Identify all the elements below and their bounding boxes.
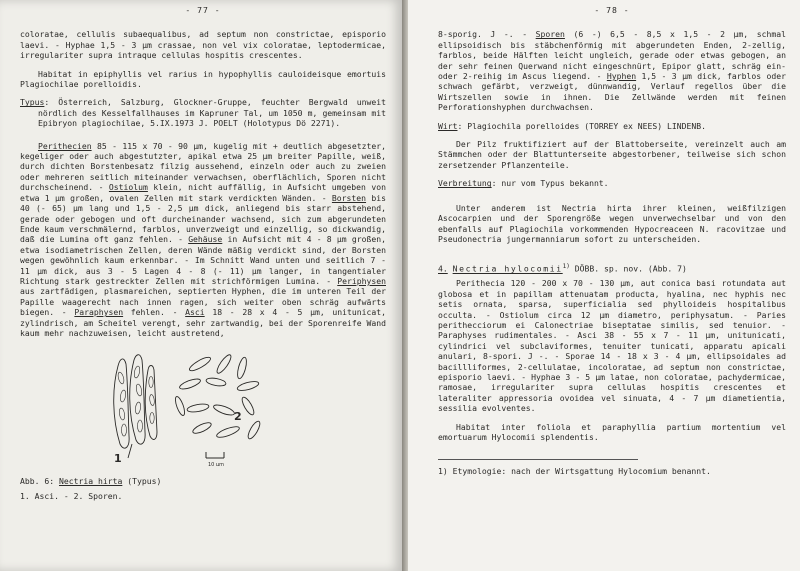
footnote: 1) Etymologie: nach der Wirtsgattung Hylocomium benannt.	[438, 465, 711, 476]
verbreitung-text: : nur vom Typus bekannt.	[491, 178, 609, 189]
wirt-label: Wirt	[438, 120, 458, 131]
asci-and-spores-illustration	[102, 348, 277, 466]
description-paragraph	[20, 141, 386, 339]
intro-paragraph: coloratae, cellulis subaequalibus, ad septum non constrictae, episporio laevi. - Hyphae 1,5 - 3 µm crassae, non vel vix coloratae, leptodermicae, irregulariter supra intraque cellulas hospitis crescentes.	[20, 29, 386, 61]
typus-label: Typus	[20, 97, 45, 108]
latin-diagnosis: Perithecia 120 - 200 x 70 - 130 µm, aut conica basi rotundata aut globosa et in papillam attenuatam producta, hyalina, nec hyphis nec setis ornata, sparsa, superficialia sed phylloideis hospitalibus occulta. - Ostiolum circa 12 µm diametro, periphysatum. - Paries perithecciorum ei Calonectriae biseptatae similis, sed tenuior. - Paraphyses rudimentales. - Asci 38 - 55 x 7 - 11 µm, unitunicati, cylindrici vel subclaviformes, tenuiter tunicati, apparatu apicali anulari, 8-spori. J -. - Sporae 14 - 18 x 3 - 4 µm, ellipsoidales ad bacillliformes, 2-cellulatae, incoloratae, ad septum non constrictae, episporio laevi. - Hyphae 3 - 5 µm latae, non coloratae, pachydermicae, ramosae, irregulariter supra cellulas hospitis crescentes et lateraliter appressoria ovoidea vel sinuata, 4 - 7 µm diametientia, sessilia evolventes.	[438, 278, 786, 414]
page-number-78: - 78 -	[594, 5, 630, 15]
borsten-text: bis 40 (- 65) µm lang und 1,5 - 2,5 µm dick, anliegend bis starr abstehend, gerade oder gebogen und oft durcheinander wachsend, sich zum abgerundeten Ende kaum verschmälernd, farblos, unverzweigt und einzellig, so dickwandig, daß die Lumina oft ganz fehlen. -	[20, 192, 386, 245]
caption-species: Nectria hirta	[58, 476, 123, 487]
paraphysen-label: Paraphysen	[74, 307, 124, 318]
ascus-1	[114, 359, 129, 448]
figure-label-1: 1	[114, 452, 122, 466]
page-number-77: - 77 -	[185, 5, 221, 15]
caption-suffix: (Typus)	[122, 476, 162, 487]
footnote-rule	[438, 459, 638, 460]
periphysen-label: Periphysen	[337, 275, 386, 286]
habitat-paragraph: Habitat in epiphyllis vel rarius in hypophyllis cauloideisque emortuis Plagiochilae porelloidis.	[20, 68, 386, 90]
gehaeuse-label: Gehäuse	[188, 234, 223, 245]
caption-title	[20, 476, 386, 486]
sporen-prefix: 8-sporig. J -. -	[438, 29, 536, 40]
caption-legend: 1. Asci. - 2. Sporen.	[20, 490, 123, 501]
verbreitung-line	[438, 178, 786, 188]
paraphysen-text: fehlen. -	[123, 307, 186, 318]
periphysen-text: aus zartfädigen, plasmareichen, septierten Hyphen, die im unteren Teil der Papille waagerecht nach innen ragen, sich weiter oben schräg aufwärts biegen. -	[20, 286, 386, 318]
borsten-label: Borsten	[331, 192, 367, 203]
ostiolum-text: klein, nicht auffällig, in Aufsicht umgeben von etwa 1 µm großen, ovalen Zellen mit stark verdickten Wänden. -	[20, 182, 386, 203]
asci-label: Asci	[185, 307, 205, 318]
heading-species: Nectria hylocomii	[452, 264, 563, 274]
figure-6-drawing	[102, 348, 277, 466]
wirt-text: : Plagiochila porelloides (TORREY ex NEES) LINDENB.	[457, 120, 707, 131]
wirt-paragraph: Der Pilz fruktifiziert auf der Blattoberseite, vereinzelt auch am Stämmchen oder der Blattunterseite abgestorbener, teilweise sich schon zersetzender Pflanzenteile.	[438, 139, 786, 170]
sporen-text: (6 -) 6,5 - 8,5 x 1,5 - 2 µm, schmal ellipsoidisch bis stäbchenförmig mit abgerundeten Enden, 2-zellig, farblos, beide Hälften leicht ungleich, gerade oder etwas gebogen, an der sehr feinen Querwand nicht eingeschnürt, Epipor glatt, schräg ein- oder 2-reihig im Ascus liegend. -	[438, 29, 786, 82]
hyphen-label: Hyphen	[606, 71, 637, 82]
latin-habitat: Habitat inter foliola et paraphyllia partium mortentium vel emortuarum Hylocomii splendentis.	[438, 421, 786, 443]
ascus-2	[130, 355, 145, 444]
verbreitung-label: Verbreitung	[438, 178, 492, 189]
discussion-paragraph: Unter anderem ist Nectria hirta ihrer kleinen, weißfilzigen Ascocarpien und der Sporengröße wegen unverwechselbar und von den ebenfalls auf Plagiochila vorkommenden Hypocreaceen N. racovitzae und Pseudonectria jungermanniarum sofort zu unterscheiden.	[438, 202, 786, 244]
ostiolum-label: Ostiolum	[108, 182, 148, 193]
caption-prefix: Abb. 6:	[20, 476, 59, 487]
sporen-paragraph	[438, 29, 786, 112]
right-page	[408, 0, 800, 571]
section-heading	[438, 262, 786, 274]
figure-label-2: 2	[234, 410, 242, 424]
scale-bar-label: 10 µm	[208, 462, 225, 467]
typus-text: : Österreich, Salzburg, Glockner-Gruppe, feuchter Bergwald unweit nördlich des Kesselfallhauses im Kapruner Tal, um 1050 m, gemeinsam mit Epibryon plagiochilae, 5.IX.1973 J. POELT (Holotypus Dö 2271).	[38, 97, 386, 129]
wirt-line	[438, 121, 786, 131]
asci-text: 18 - 28 x 4 - 5 µm, unitunicat, zylindrisch, am Scheitel verengt, sehr zartwandig, bei der Sporenreife Wand kaum mehr nachzuweisen, leicht austretend,	[20, 307, 386, 338]
hyphen-text: 1,5 - 3 µm dick, farblos oder schwach gefärbt, verzweigt, dünnwandig, Verlauf regellos über die Wirtszellen sowie in ihnen. Die Zellwände werden mit feinen Perforationshyphen durchwachsen.	[438, 71, 786, 113]
sporen-label: Sporen	[535, 29, 565, 40]
typus-paragraph	[20, 97, 386, 128]
heading-number: 4.	[438, 264, 448, 274]
heading-rest: DÖBB. sp. nov. (Abb. 7)	[569, 264, 687, 274]
heading-footnote-ref: 1)	[562, 263, 570, 271]
gehaeuse-text: in Aufsicht mit 4 - 8 µm großen, etwa isodiametrischen Zellen, deren Wände mäßig verdickt sind, der Borsten wegen gewöhnlich kaum erkennbar. - Im Schnitt Wand unten und seitlich 7 - 11 µm dick, aus 3 - 5 Lagen 4 - 8 (- 11) µm langer, in tangentialer Richtung stark gestreckter Zellen mit strichförmigen Lumina. -	[20, 234, 386, 286]
figure-caption	[20, 476, 386, 501]
perithecien-text: 85 - 115 x 70 - 90 µm, kugelig mit + deutlich abgesetzter, kegeliger oder auch abgestutzter, apikal etwa 25 µm breiter Papille, weiß, durch dichten Borstenbesatz filzig aussehend, einzeln oder auch zu zweien oder mehreren seitlich miteinander verwachsen, oberflächlich, Sporen nicht durchscheinend. -	[20, 140, 386, 193]
perithecien-label: Perithecien	[38, 140, 92, 151]
